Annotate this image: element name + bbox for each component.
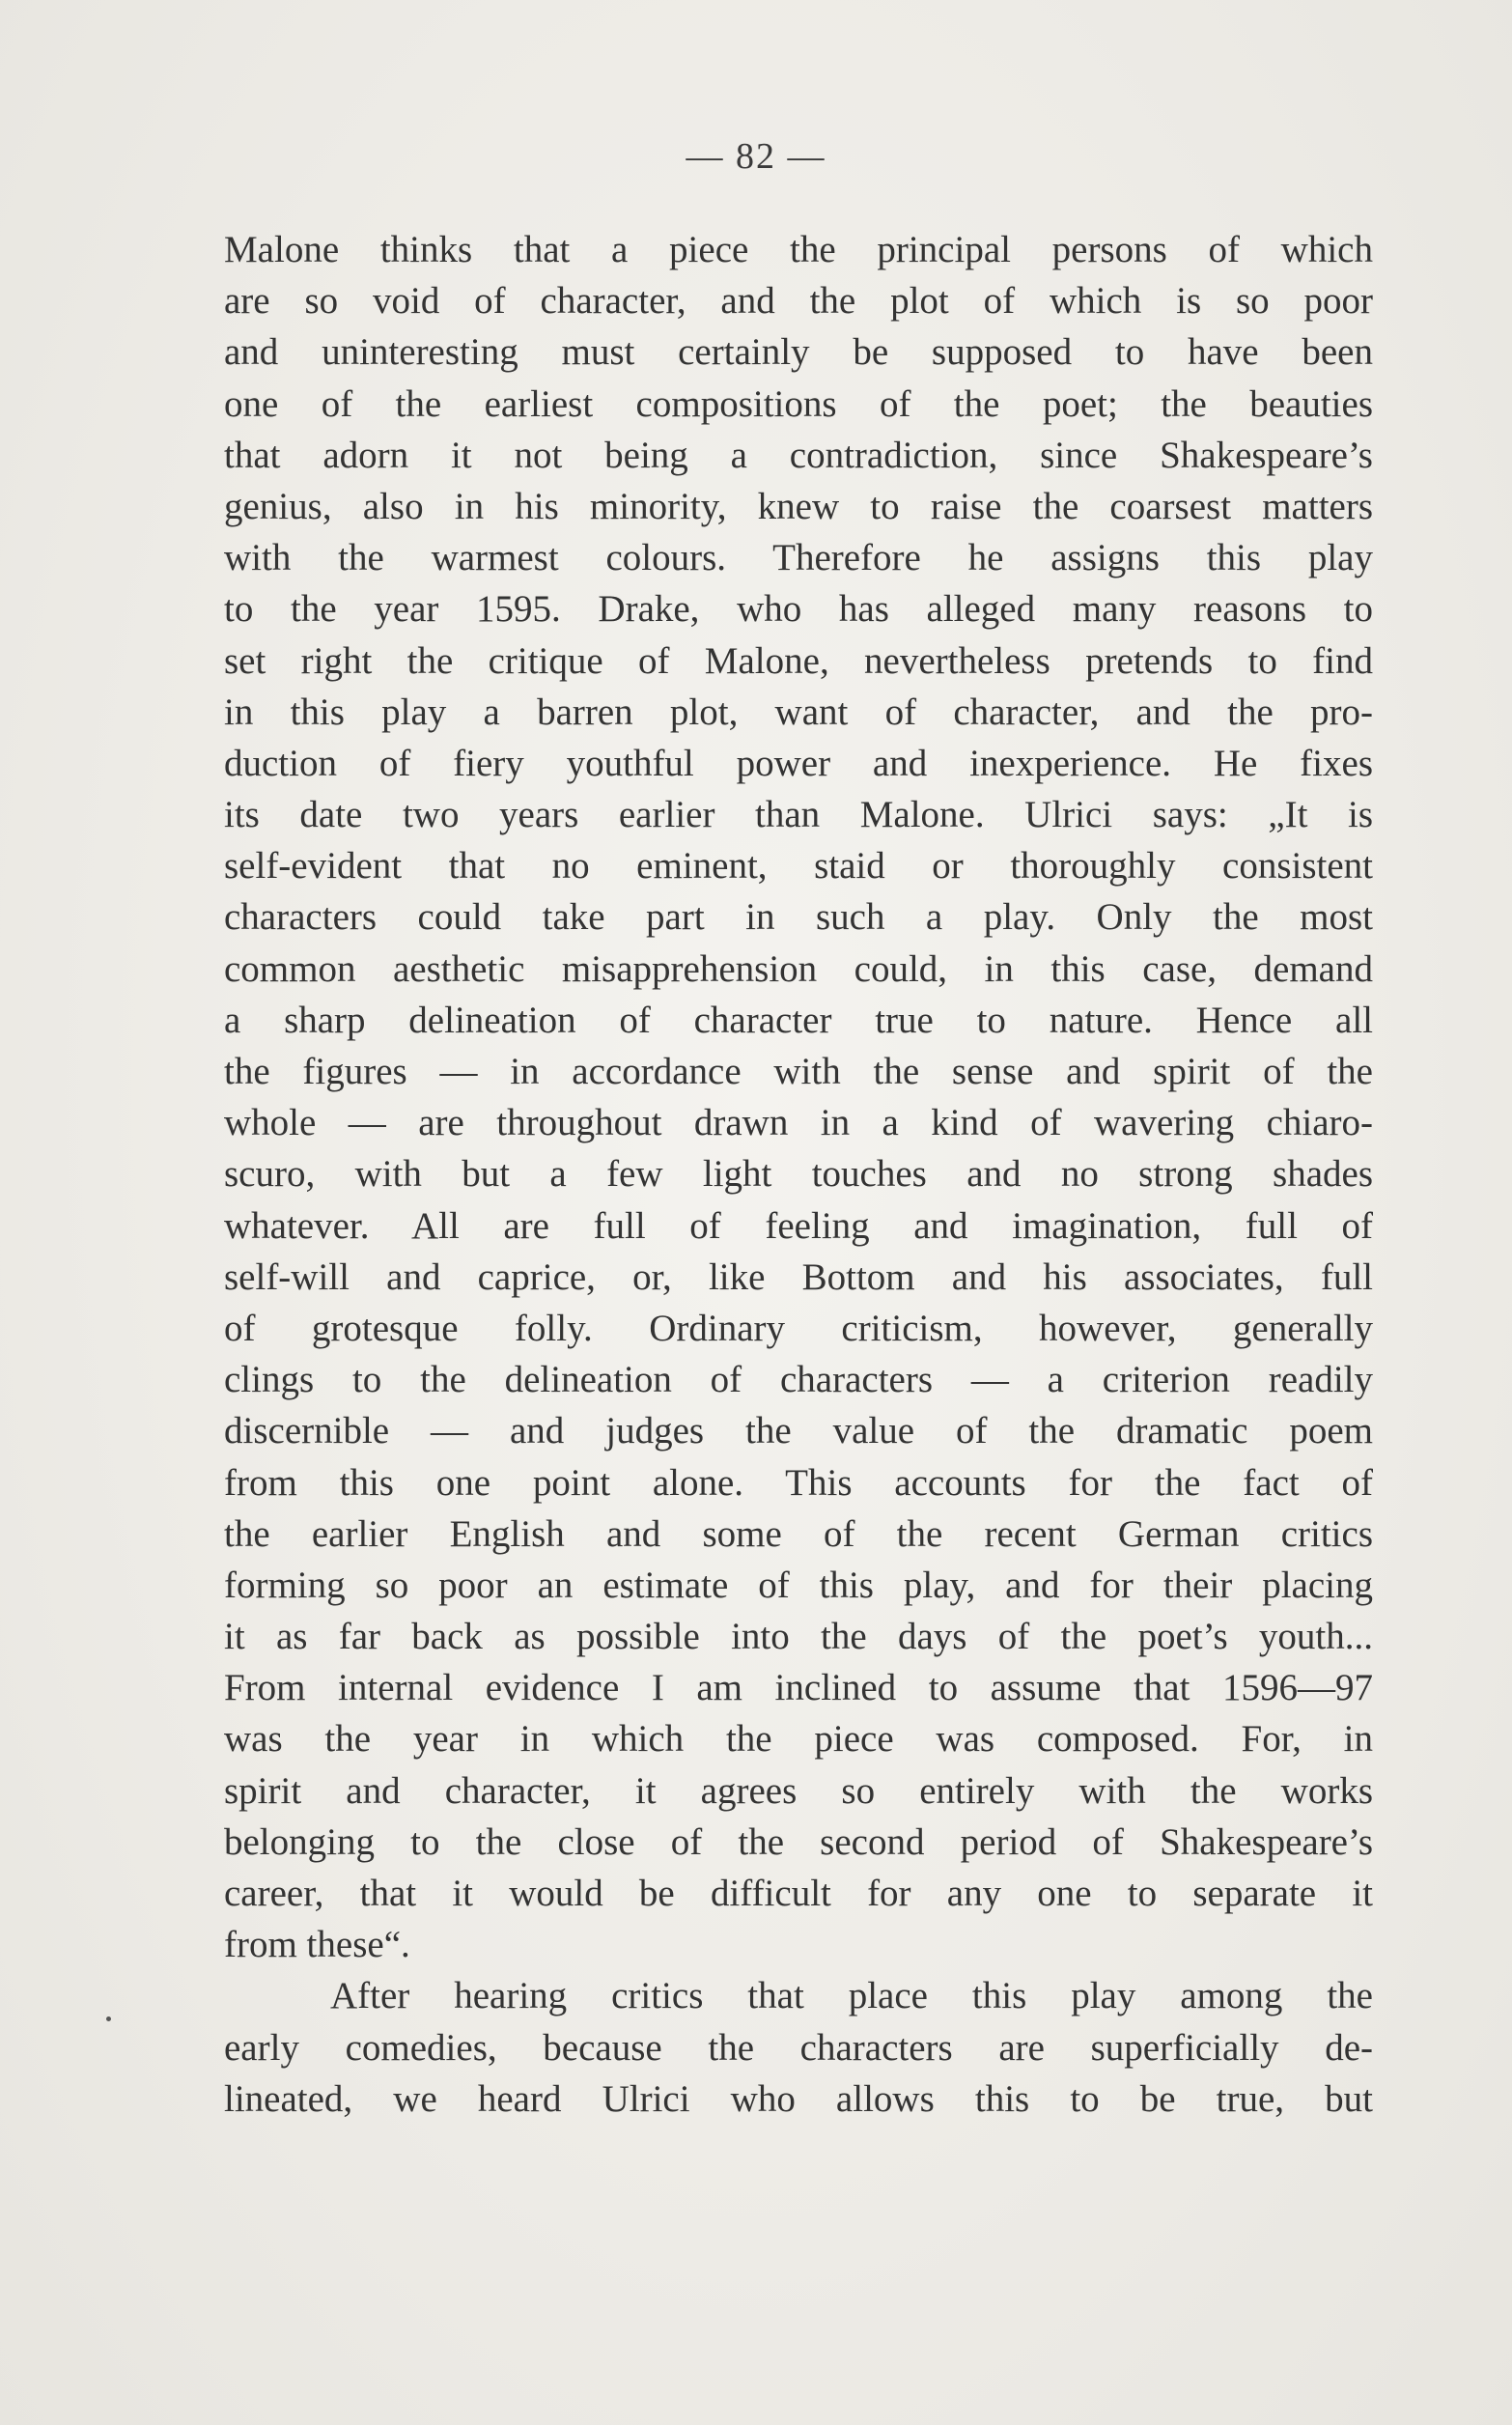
text-line: the earlier English and some of the recent German critics xyxy=(224,1512,1373,1555)
text-line: set right the critique of Malone, nevertheless pretends to find xyxy=(224,639,1373,682)
text-line: from this one point alone. This accounts for the fact of xyxy=(224,1461,1373,1504)
text-line: early comedies, because the characters are superficially de- xyxy=(224,2026,1373,2069)
text-line: self-will and caprice, or, like Bottom and his associates, full xyxy=(224,1255,1373,1298)
text-line: of grotesque folly. Ordinary criticism, however, generally xyxy=(224,1307,1373,1349)
text-line: characters could take part in such a play. Only the most xyxy=(224,896,1373,939)
text-line: whatever. All are full of feeling and imagination, full of xyxy=(224,1204,1373,1247)
text-line: lineated, we heard Ulrici who allows this to be true, but xyxy=(224,2077,1373,2120)
text-line: duction of fiery youthful power and inexperience. He fixes xyxy=(224,742,1373,784)
text-line: that adorn it not being a contradiction, since Shakespeare’s xyxy=(224,434,1373,476)
text-line: was the year in which the piece was composed. For, in xyxy=(224,1718,1373,1761)
text-line: with the warmest colours. Therefore he assigns this play xyxy=(224,537,1373,579)
text-line: whole — are throughout drawn in a kind of wavering chiaro- xyxy=(224,1102,1373,1144)
text-line: and uninteresting must certainly be supposed to have been xyxy=(224,331,1373,374)
text-line: its date two years earlier than Malone. Ulrici says: „It is xyxy=(224,794,1373,836)
paragraph-2 xyxy=(224,1970,1373,2125)
page-number: — 82 — xyxy=(686,136,826,177)
body-text xyxy=(224,224,1373,2125)
text-line: spirit and character, it agrees so entirely with the works xyxy=(224,1769,1373,1812)
margin-mark xyxy=(106,2016,111,2021)
text-line: the figures — in accordance with the sense and spirit of the xyxy=(224,1051,1373,1092)
text-line: a sharp delineation of character true to nature. Hence all xyxy=(224,999,1373,1041)
text-line: belonging to the close of the second period of Shakespeare’s xyxy=(224,1820,1373,1863)
text-line: in this play a barren plot, want of character, and the pro- xyxy=(224,691,1373,733)
text-line: from these“. xyxy=(224,1924,410,1966)
text-line: scuro, with but a few light touches and no strong shades xyxy=(224,1153,1373,1196)
text-line: are so void of character, and the plot of which is so poor xyxy=(224,280,1373,323)
text-line: to the year 1595. Drake, who has alleged many reasons to xyxy=(224,588,1373,631)
text-line: discernible — and judges the value of the dramatic poem xyxy=(224,1410,1373,1452)
text-line: clings to the delineation of characters — a criterion readily xyxy=(224,1359,1373,1401)
text-line: common aesthetic misapprehension could, in this case, demand xyxy=(224,947,1373,990)
paragraph-1 xyxy=(224,224,1373,1970)
text-line: genius, also in his minority, knew to raise the coarsest matters xyxy=(224,485,1373,527)
text-line: it as far back as possible into the days of the poet’s youth... xyxy=(224,1616,1373,1658)
text-line: forming so poor an estimate of this play, and for their placing xyxy=(224,1564,1373,1606)
text-line: career, that it would be difficult for any one to separate it xyxy=(224,1873,1373,1914)
text-line: self-evident that no eminent, staid or thoroughly consistent xyxy=(224,845,1373,888)
text-line: one of the earliest compositions of the poet; the beauties xyxy=(224,382,1373,425)
text-line: After hearing critics that place this play among the xyxy=(330,1975,1373,2017)
text-line: From internal evidence I am inclined to assume that 1596—97 xyxy=(224,1667,1373,1709)
text-line: Malone thinks that a piece the principal persons of which xyxy=(224,229,1373,270)
